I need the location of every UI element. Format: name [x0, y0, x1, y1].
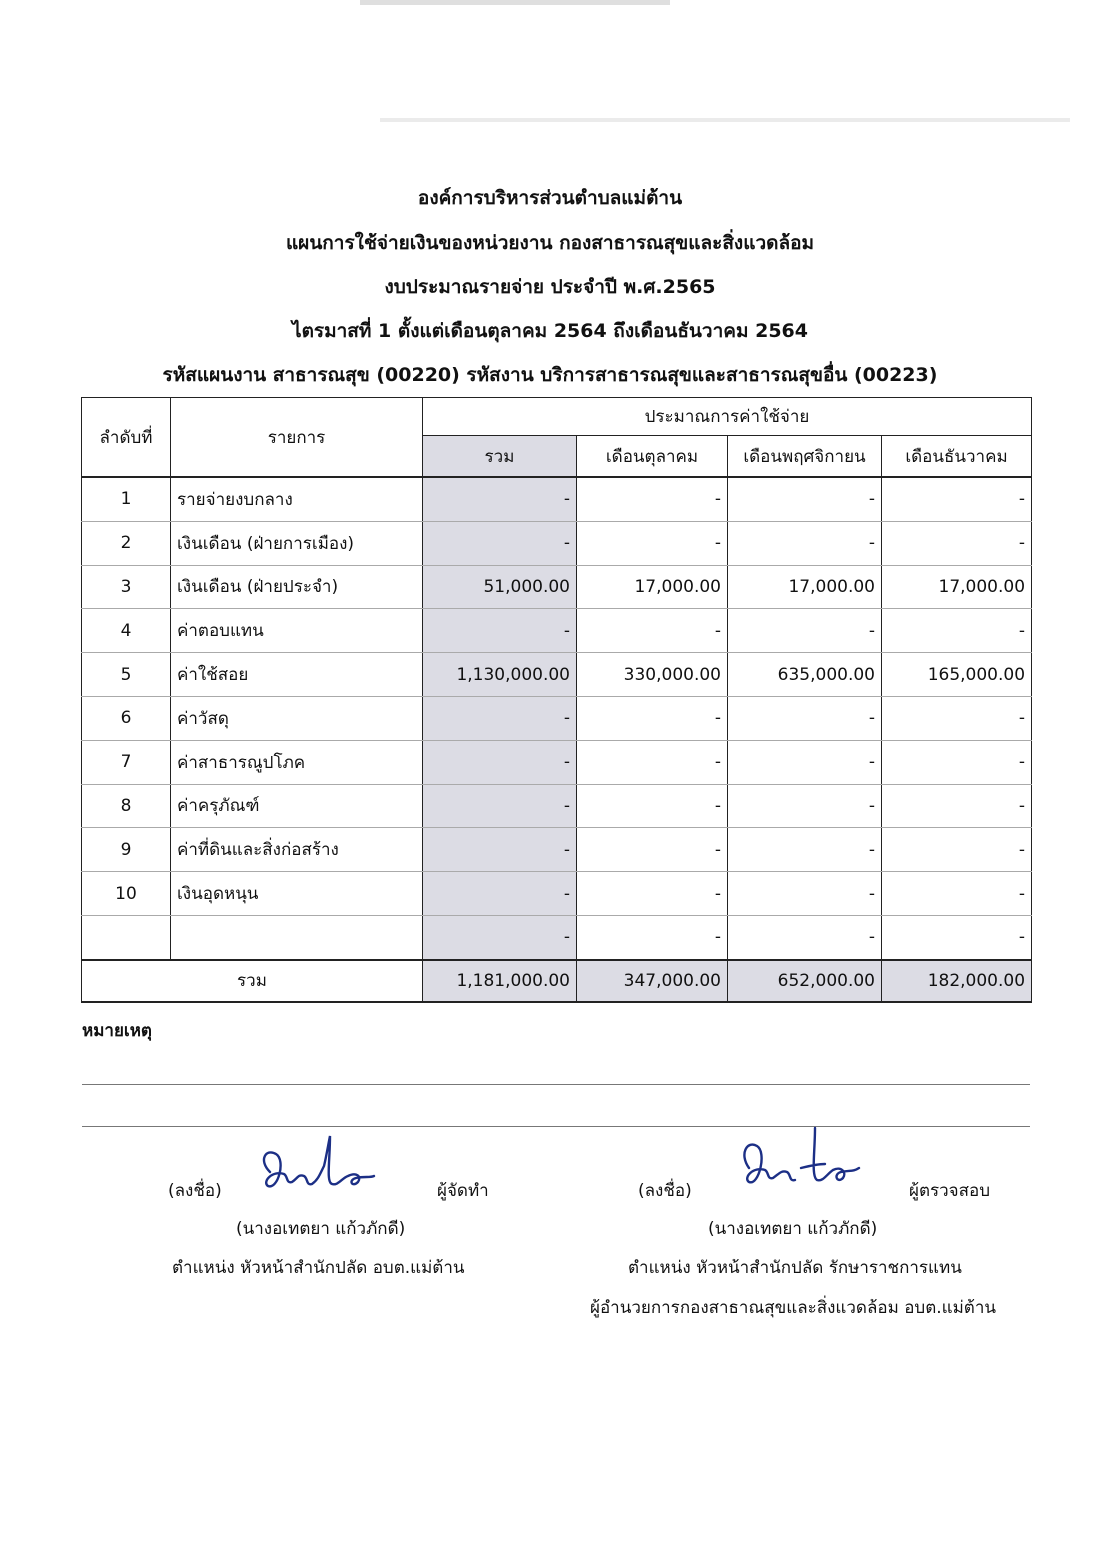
- row-december: -: [882, 521, 1032, 565]
- row-november: 17,000.00: [728, 565, 882, 609]
- right-name: (นางอเทตยา แก้วภักดี): [708, 1219, 878, 1239]
- row-item: ค่าที่ดินและสิ่งก่อสร้าง: [171, 828, 423, 872]
- row-october: -: [577, 609, 728, 653]
- row-item: รายจ่ายงบกลาง: [171, 477, 423, 521]
- row-october: -: [577, 915, 728, 959]
- row-december: -: [882, 784, 1032, 828]
- row-item: เงินเดือน (ฝ่ายการเมือง): [171, 521, 423, 565]
- right-signature: [735, 1124, 865, 1199]
- row-november: -: [728, 915, 882, 959]
- row-october: -: [577, 521, 728, 565]
- col-header-october: เดือนตุลาคม: [577, 436, 728, 478]
- scan-artifact: [380, 118, 1070, 122]
- row-december: -: [882, 477, 1032, 521]
- row-item: เงินอุดหนุน: [171, 872, 423, 916]
- row-item: ค่าสาธารณูปโภค: [171, 740, 423, 784]
- october-total: 347,000.00: [577, 960, 728, 1002]
- col-header-november: เดือนพฤศจิกายน: [728, 436, 882, 478]
- table-row: [82, 915, 1032, 959]
- right-position-line2: ผู้อำนวยการกองสาธาณสุขและสิ่งแวดล้อม อบต.แม่ต้าน: [590, 1298, 997, 1318]
- row-item: ค่าวัสดุ: [171, 696, 423, 740]
- col-header-item: รายการ: [171, 398, 423, 478]
- row-number: 8: [82, 784, 171, 828]
- row-november: -: [728, 740, 882, 784]
- row-item: [171, 915, 423, 959]
- row-total: 51,000.00: [423, 565, 577, 609]
- row-november: -: [728, 872, 882, 916]
- row-number: 5: [82, 653, 171, 697]
- row-number: 10: [82, 872, 171, 916]
- row-total: -: [423, 609, 577, 653]
- row-number: [82, 915, 171, 959]
- row-october: -: [577, 784, 728, 828]
- row-total: -: [423, 477, 577, 521]
- codes-title: รหัสแผนงาน สาธารณสุข (00220) รหัสงาน บริการสาธารณสุขและสาธารณสุขอื่น (00223): [162, 364, 938, 386]
- row-number: 2: [82, 521, 171, 565]
- row-total: -: [423, 521, 577, 565]
- row-november: -: [728, 609, 882, 653]
- row-october: -: [577, 477, 728, 521]
- row-total: 1,130,000.00: [423, 653, 577, 697]
- col-header-total: รวม: [423, 436, 577, 478]
- row-number: 4: [82, 609, 171, 653]
- row-total: -: [423, 915, 577, 959]
- left-position: ตำแหน่ง หัวหน้าสำนักปลัด อบต.แม่ต้าน: [172, 1258, 465, 1278]
- table-row: [82, 609, 1032, 653]
- table-row: [82, 696, 1032, 740]
- remarks-line: [82, 1084, 1030, 1085]
- total-row: [82, 960, 1032, 1002]
- left-sign-prefix: (ลงชื่อ): [168, 1181, 222, 1201]
- table-row: [82, 828, 1032, 872]
- row-total: -: [423, 872, 577, 916]
- table-row: [82, 784, 1032, 828]
- right-role: ผู้ตรวจสอบ: [909, 1181, 991, 1201]
- table-body: [82, 477, 1032, 960]
- row-december: -: [882, 828, 1032, 872]
- row-item: ค่าตอบแทน: [171, 609, 423, 653]
- row-october: -: [577, 828, 728, 872]
- total-label: รวม: [82, 960, 423, 1002]
- row-november: -: [728, 696, 882, 740]
- row-number: 9: [82, 828, 171, 872]
- row-november: 635,000.00: [728, 653, 882, 697]
- col-header-december: เดือนธันวาคม: [882, 436, 1032, 478]
- row-november: -: [728, 828, 882, 872]
- december-total: 182,000.00: [882, 960, 1032, 1002]
- row-item: ค่าใช้สอย: [171, 653, 423, 697]
- row-item: เงินเดือน (ฝ่ายประจำ): [171, 565, 423, 609]
- row-item: ค่าครุภัณฑ์: [171, 784, 423, 828]
- remarks-label: หมายเหตุ: [82, 1021, 152, 1041]
- row-december: -: [882, 696, 1032, 740]
- col-header-no: ลำดับที่: [82, 398, 171, 478]
- row-december: -: [882, 740, 1032, 784]
- row-total: -: [423, 740, 577, 784]
- table-row: [82, 521, 1032, 565]
- row-total: -: [423, 828, 577, 872]
- table-row: [82, 872, 1032, 916]
- row-october: 330,000.00: [577, 653, 728, 697]
- quarter-title: ไตรมาสที่ 1 ตั้งแต่เดือนตุลาคม 2564 ถึงเดือนธันวาคม 2564: [292, 320, 808, 342]
- table-row: [82, 740, 1032, 784]
- row-number: 1: [82, 477, 171, 521]
- row-december: 165,000.00: [882, 653, 1032, 697]
- row-total: -: [423, 784, 577, 828]
- left-role: ผู้จัดทำ: [437, 1181, 489, 1201]
- col-header-estimate: ประมาณการค่าใช้จ่าย: [423, 398, 1032, 436]
- row-november: -: [728, 477, 882, 521]
- row-number: 3: [82, 565, 171, 609]
- row-november: -: [728, 784, 882, 828]
- budget-table: [81, 397, 1032, 1003]
- row-number: 6: [82, 696, 171, 740]
- row-december: -: [882, 609, 1032, 653]
- left-signature: [252, 1130, 382, 1205]
- row-december: -: [882, 915, 1032, 959]
- row-december: 17,000.00: [882, 565, 1032, 609]
- row-total: -: [423, 696, 577, 740]
- org-title: องค์การบริหารส่วนตำบลแม่ต้าน: [417, 187, 683, 209]
- grand-total: 1,181,000.00: [423, 960, 577, 1002]
- right-sign-prefix: (ลงชื่อ): [638, 1181, 692, 1201]
- row-october: -: [577, 740, 728, 784]
- row-december: -: [882, 872, 1032, 916]
- row-number: 7: [82, 740, 171, 784]
- table-row: [82, 477, 1032, 521]
- left-name: (นางอเทตยา แก้วภักดี): [236, 1219, 406, 1239]
- right-position: ตำแหน่ง หัวหน้าสำนักปลัด รักษาราชการแทน: [628, 1258, 962, 1278]
- plan-title: แผนการใช้จ่ายเงินของหน่วยงาน กองสาธารณสุขและสิ่งแวดล้อม: [285, 232, 815, 254]
- budget-year-title: งบประมาณรายจ่าย ประจำปี พ.ศ.2565: [384, 276, 716, 298]
- table-row: [82, 565, 1032, 609]
- row-november: -: [728, 521, 882, 565]
- remarks-line: [82, 1126, 1030, 1127]
- row-october: -: [577, 696, 728, 740]
- scan-artifact: [360, 0, 670, 5]
- table-row: [82, 653, 1032, 697]
- november-total: 652,000.00: [728, 960, 882, 1002]
- row-october: 17,000.00: [577, 565, 728, 609]
- row-october: -: [577, 872, 728, 916]
